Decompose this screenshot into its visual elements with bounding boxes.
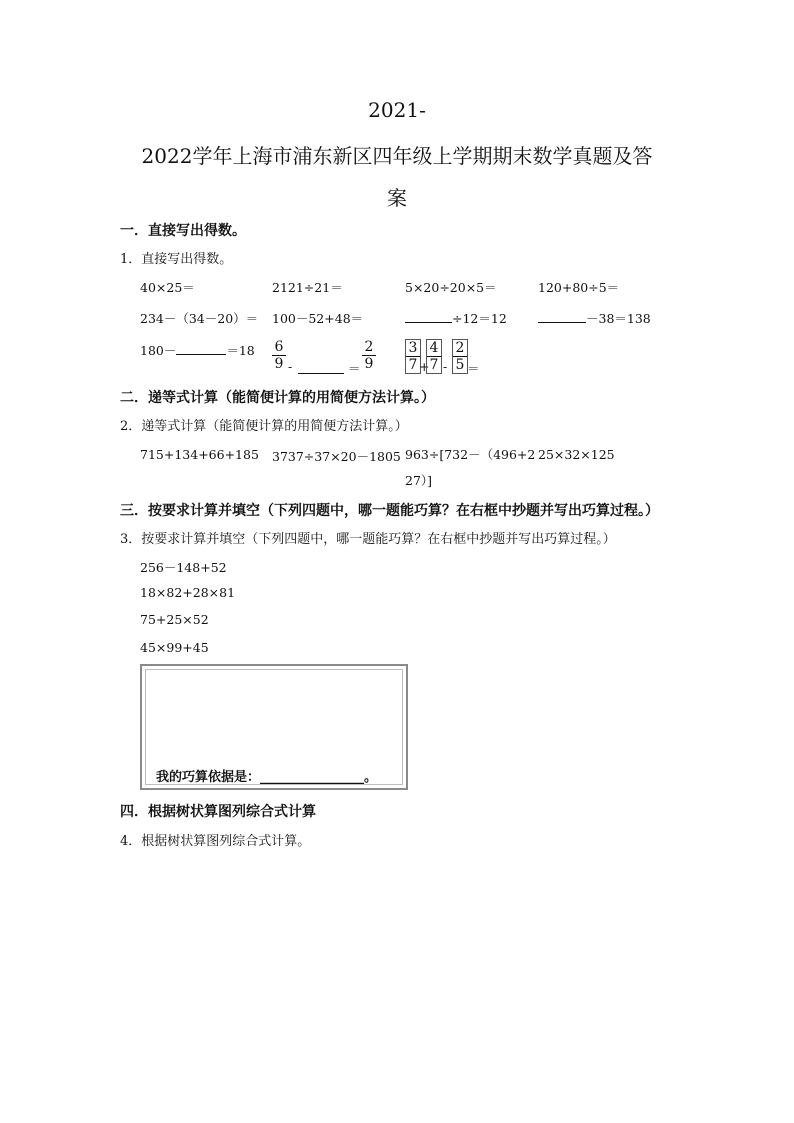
calc-item: 256－148+52 <box>140 560 227 575</box>
calc-item: 45×99+45 <box>140 640 209 655</box>
calc-item: 234－（34－20）＝ <box>140 311 259 326</box>
title-line-3: 案 <box>387 186 407 210</box>
fill-in-item: ÷12＝12 <box>405 309 507 327</box>
equals-sign: ＝ <box>348 361 361 376</box>
fraction: 2 5 <box>452 339 468 374</box>
fraction: 3 7 <box>405 339 421 374</box>
equals-sign: ＝ <box>467 361 480 376</box>
minus-sign: - <box>443 359 448 374</box>
title-line-1: 2021- <box>368 98 426 122</box>
calc-item: 25×32×125 <box>538 447 615 462</box>
calc-item: 963÷[732－（496+2 <box>405 447 536 462</box>
section-2-heading: 二．递等式计算（能简便计算的用简便方法计算。） <box>120 390 435 406</box>
answer-blank[interactable] <box>298 359 344 374</box>
question-2: 2．递等式计算（能简便计算的用简便方法计算。） <box>120 419 408 434</box>
question-3: 3．按要求计算并填空（下列四题中，哪一题能巧算？在右框中抄题并写出巧算过程。） <box>120 532 616 547</box>
answer-blank[interactable] <box>538 310 586 323</box>
fraction: 2 9 <box>362 339 376 372</box>
minus-sign: - <box>288 359 293 374</box>
section-3-heading: 三．按要求计算并填空（下列四题中，哪一题能巧算？在右框中抄题并写出巧算过程。） <box>120 503 659 519</box>
calc-item: 27）] <box>405 473 433 488</box>
fraction: 4 7 <box>426 339 442 374</box>
section-4-heading: 四．根据树状算图列综合式计算 <box>120 804 316 820</box>
answer-blank[interactable] <box>405 310 452 323</box>
question-4: 4．根据树状算图列综合式计算。 <box>120 834 311 849</box>
answer-box[interactable] <box>140 664 408 790</box>
answer-blank[interactable] <box>176 342 226 355</box>
title-line-2: 2022学年上海市浦东新区四年级上学期期末数学真题及答 <box>141 144 653 168</box>
calc-item: 120+80÷5＝ <box>538 280 620 295</box>
fraction: 6 9 <box>272 339 286 372</box>
calc-item: 3737÷37×20－1805 <box>272 449 401 464</box>
calc-item: 40×25＝ <box>140 280 195 295</box>
calc-item: 75+25×52 <box>140 612 209 627</box>
fill-in-item: －38＝138 <box>538 309 651 327</box>
fill-in-item: 180－ ＝18 <box>140 343 255 358</box>
section-1-heading: 一．直接写出得数。 <box>120 223 246 239</box>
question-1: 1．直接写出得数。 <box>120 252 233 267</box>
calc-item: 715+134+66+185 <box>140 447 259 462</box>
answer-box-label: 我的巧算依据是：________________。 <box>156 770 378 785</box>
calc-item: 100－52+48＝ <box>272 311 364 326</box>
calc-item: 5×20÷20×5＝ <box>405 280 497 295</box>
calc-item: 18×82+28×81 <box>140 585 236 600</box>
plus-sign: + <box>419 359 430 374</box>
calc-item: 2121÷21＝ <box>272 280 343 295</box>
